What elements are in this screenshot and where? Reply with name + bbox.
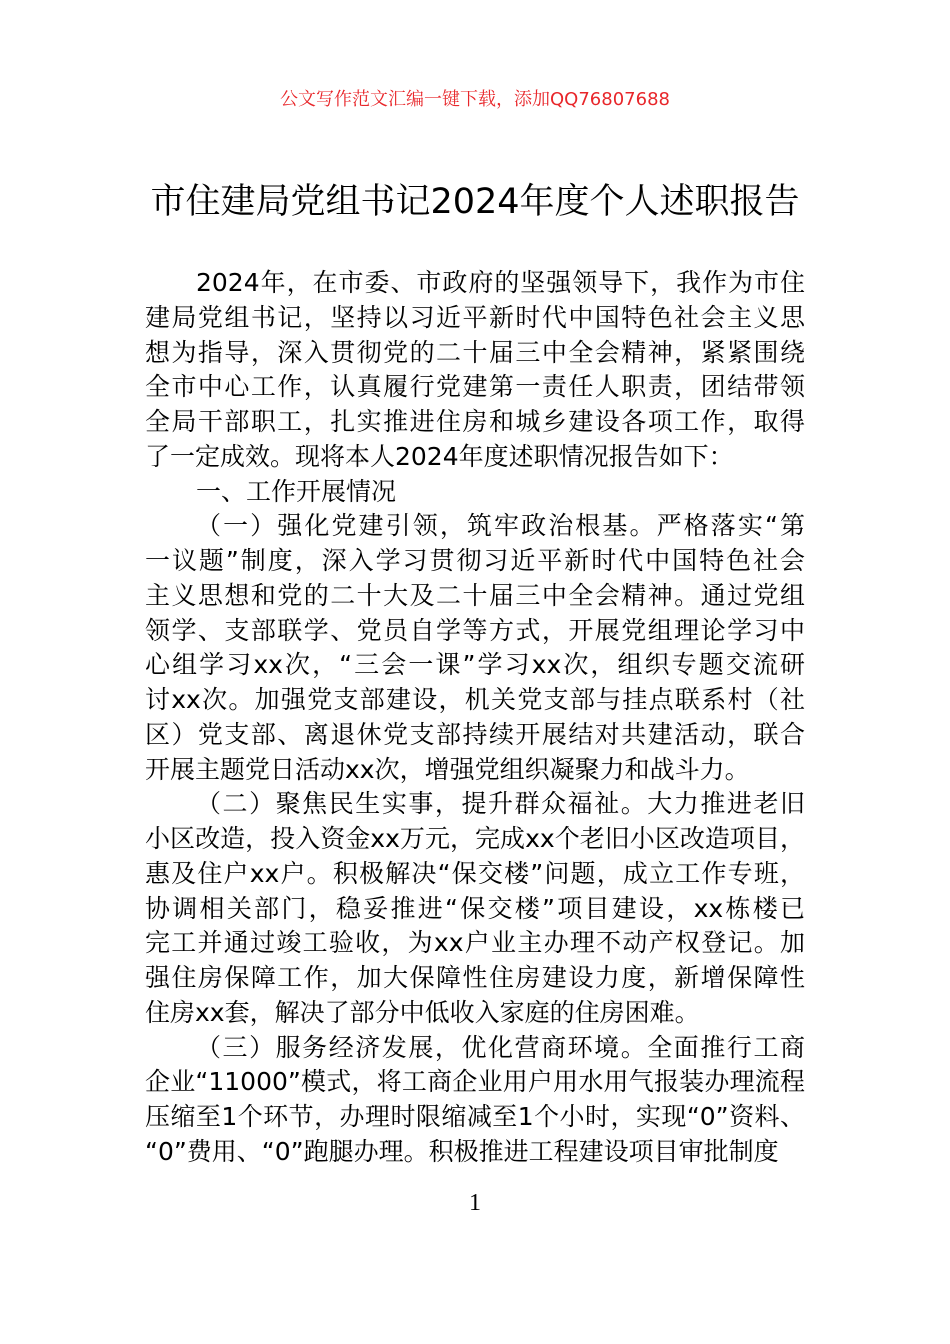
text-line: 小区改造，投入资金xx万元，完成xx个老旧小区改造项目，	[145, 824, 805, 853]
text-line: 区）党支部、离退休党支部持续开展结对共建活动，联合	[145, 719, 805, 749]
text-line: 压缩至1个环节，办理时限缩减至1个小时，实现“0”资料、	[145, 1102, 805, 1131]
text-line: 协调相关部门，稳妥推进“保交楼”项目建设，xx栋楼已	[145, 893, 805, 923]
text-line: 开展主题党日活动xx次，增强党组织凝聚力和战斗力。	[145, 754, 750, 784]
paragraph	[145, 509, 805, 787]
download-banner: 公文写作范文汇编一键下载，添加QQ76807688	[280, 89, 670, 110]
text-line: 完工并通过竣工验收，为xx户业主办理不动产权登记。加	[145, 928, 805, 958]
text-line: “0”费用、“0”跑腿办理。积极推进工程建设项目审批制度	[145, 1136, 779, 1166]
text-line: 住房xx套，解决了部分中低收入家庭的住房困难。	[145, 997, 700, 1027]
text-line: 惠及住户xx户。积极解决“保交楼”问题，成立工作专班，	[145, 858, 805, 888]
document-title: 市住建局党组书记2024年度个人述职报告	[150, 182, 800, 222]
text-line: 企业“11000”模式，将工商企业用户用水用气报装办理流程	[145, 1067, 805, 1097]
text-line: 全市中心工作，认真履行党建第一责任人职责，团结带领	[145, 372, 805, 402]
text-line: 一、工作开展情况	[196, 476, 397, 506]
text-line: 建局党组书记，坚持以习近平新时代中国特色社会主义思	[145, 302, 805, 332]
text-line: （一）强化党建引领，筑牢政治根基。严格落实“第	[196, 511, 805, 541]
paragraph	[145, 266, 805, 475]
paragraph	[145, 787, 805, 1030]
text-line: 一议题”制度，深入学习贯彻习近平新时代中国特色社会	[145, 546, 805, 575]
paragraph	[145, 1031, 805, 1170]
page-number: 1	[469, 1190, 481, 1216]
text-line: 2024年，在市委、市政府的坚强领导下，我作为市住	[196, 268, 805, 297]
text-line: 主义思想和党的二十大及二十届三中全会精神。通过党组	[145, 580, 805, 610]
text-line: （二）聚焦民生实事，提升群众福祉。大力推进老旧	[196, 789, 805, 819]
text-line: 领学、支部联学、党员自学等方式，开展党组理论学习中	[145, 615, 805, 645]
paragraph	[145, 475, 805, 510]
text-line: 了一定成效。现将本人2024年度述职情况报告如下：	[145, 441, 734, 471]
document-body	[145, 266, 805, 1170]
text-line: 全局干部职工，扎实推进住房和城乡建设各项工作，取得	[145, 407, 805, 436]
text-line: 讨xx次。加强党支部建设，机关党支部与挂点联系村（社	[145, 685, 805, 714]
text-line: 想为指导，深入贯彻党的二十届三中全会精神，紧紧围绕	[145, 337, 805, 367]
text-line: 心组学习xx次，“三会一课”学习xx次，组织专题交流研	[145, 650, 805, 680]
text-line: （三）服务经济发展，优化营商环境。全面推行工商	[196, 1032, 805, 1062]
text-line: 强住房保障工作，加大保障性住房建设力度，新增保障性	[145, 963, 805, 992]
